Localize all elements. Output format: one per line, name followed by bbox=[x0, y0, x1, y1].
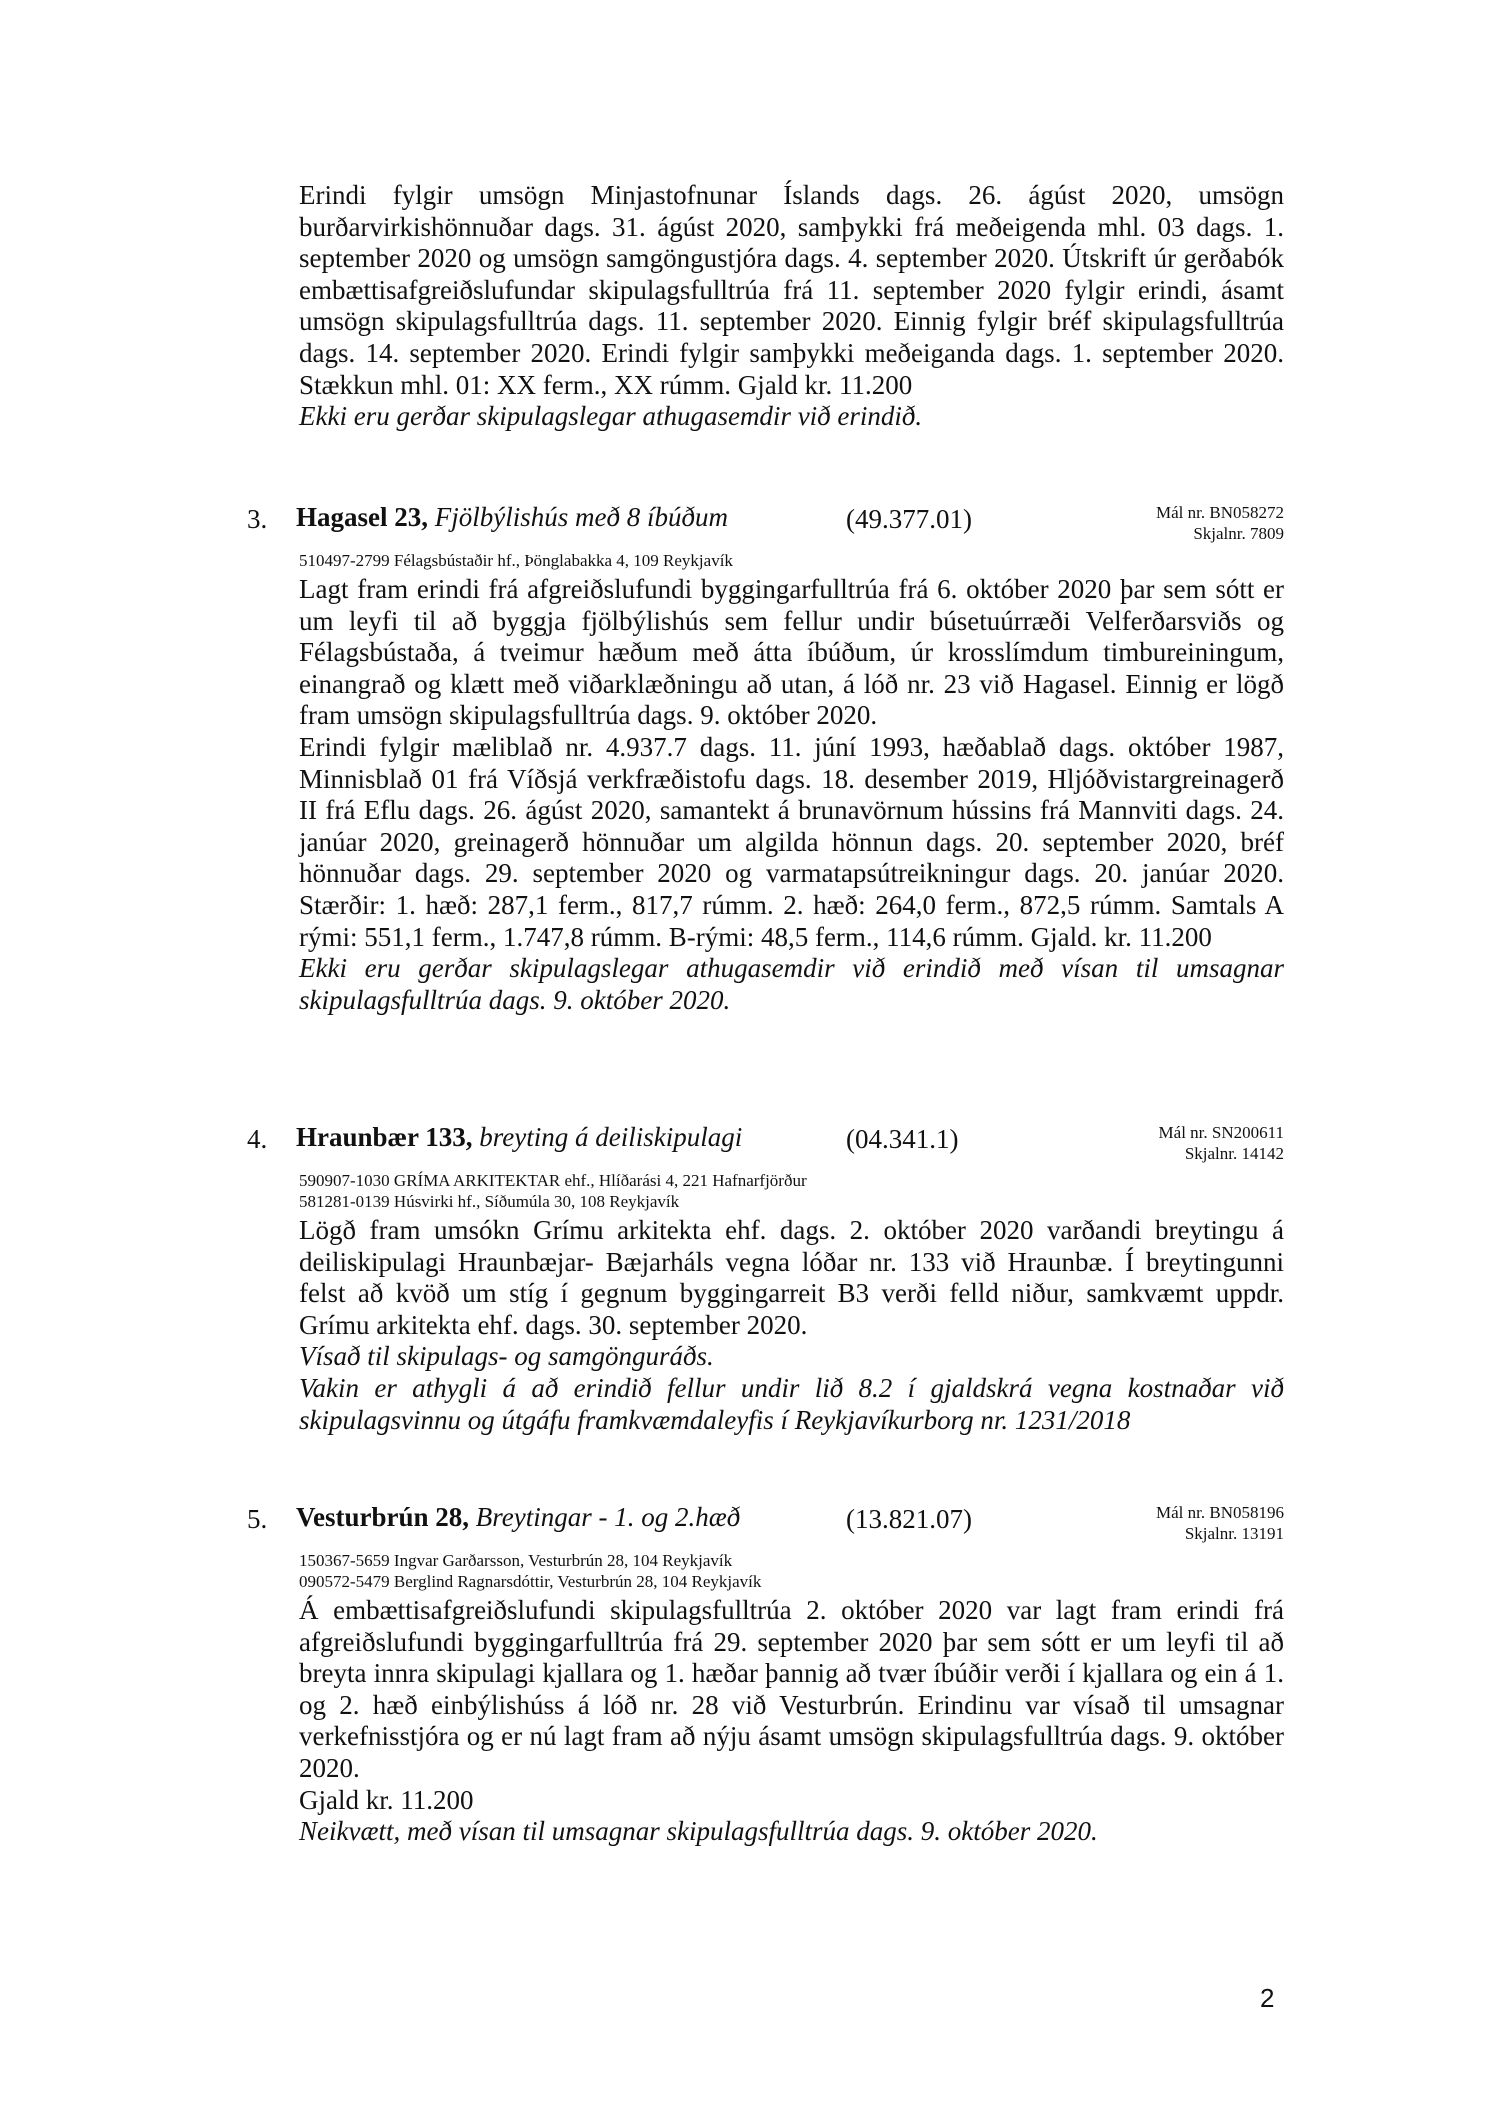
intro-section bbox=[299, 180, 1284, 433]
item-land-number: (49.377.01) bbox=[846, 504, 972, 534]
item-note: Vakin er athygli á að erindið fellur undir lið 8.2 í gjaldskrá vegna kostnaðar við skipulagsvinnu og útgáfu framkvæmdaleyfis í Reykjavíkurborg nr. 1231/2018 bbox=[299, 1372, 1284, 1435]
case-number: Mál nr. BN058272 bbox=[1156, 503, 1284, 522]
document-number: Skjalnr. 13191 bbox=[1184, 1524, 1284, 1543]
item-conclusion: Neikvætt, með vísan til umsagnar skipulagsfulltrúa dags. 9. október 2020. bbox=[299, 1816, 1098, 1847]
party-line: 581281-0139 Húsvirki hf., Síðumúla 30, 108 Reykjavík bbox=[299, 1192, 680, 1211]
item-fee: Gjald kr. 11.200 bbox=[299, 1784, 474, 1815]
item-paragraph: Lagt fram erindi frá afgreiðslufundi byggingarfulltrúa frá 6. október 2020 þar sem sótt er um leyfi til að byggja fjölbýlishús sem fellur undir búsetuúrræði Velferðarsviðs og Félagsbústaða, á tveimur hæðum með átta íbúðum, úr krosslímdum timbureiningum, einangrað og klætt með viðarklæðningu að utan, á lóð nr. 23 við Hagasel. Einnig er lögð fram umsögn skipulagsfulltrúa dags. 9. október 2020. bbox=[299, 574, 1284, 731]
item-number: 4. bbox=[247, 1124, 268, 1154]
item-paragraph: Lögð fram umsókn Grímu arkitekta ehf. dags. 2. október 2020 varðandi breytingu á deiliskipulagi Hraunbæjar- Bæjarháls vegna lóðar nr. 133 við Hraunbæ. Í breytingunni felst að kvöð um stíg í gegnum byggingarreit B3 verði felld niður, samkvæmt uppdr. Grímu arkitekta ehf. dags. 30. september 2020. bbox=[299, 1215, 1284, 1340]
document-number: Skjalnr. 14142 bbox=[1184, 1144, 1284, 1163]
item-conclusion: Vísað til skipulags- og samgönguráðs. bbox=[299, 1341, 714, 1372]
item-paragraph: Erindi fylgir mæliblað nr. 4.937.7 dags. 11. júní 1993, hæðablað dags. október 1987, Minnisblað 01 frá Víðsjá verkfræðistofu dags. 18. desember 2019, Hljóðvistargreinagerð II frá Eflu dags. 26. ágúst 2020, samantekt á brunavörnum hússins frá Mannviti dags. 24. janúar 2020, greinagerð hönnuðar um algilda hönnun dags. 20. september 2020, bréf hönnuðar dags. 29. september 2020 og varmatapsútreikningur dags. 20. janúar 2020. Stærðir: 1. hæð: 287,1 ferm., 817,7 rúmm. 2. hæð: 264,0 ferm., 872,5 rúmm. Samtals A rými: 551,1 ferm., 1.747,8 rúmm. B-rými: 48,5 ferm., 114,6 rúmm. Gjald. kr. 11.200 bbox=[299, 731, 1284, 952]
party-line: 510497-2799 Félagsbústaðir hf., Þönglabakka 4, 109 Reykjavík bbox=[299, 551, 733, 570]
document-number: Skjalnr. 7809 bbox=[1193, 524, 1284, 543]
agenda-item-3 bbox=[247, 502, 1284, 1016]
item-case-references bbox=[1159, 1122, 1284, 1164]
item-header bbox=[247, 1122, 1284, 1162]
party-line: 150367-5659 Ingvar Garðarsson, Vesturbrún 28, 104 Reykjavík bbox=[299, 1551, 733, 1570]
item-title bbox=[296, 502, 728, 533]
item-land-number: (04.341.1) bbox=[846, 1124, 959, 1154]
item-number: 3. bbox=[247, 504, 268, 534]
item-body bbox=[299, 574, 1284, 1016]
item-body bbox=[299, 1595, 1284, 1848]
agenda-item-4 bbox=[247, 1122, 1284, 1436]
intro-paragraph: Erindi fylgir umsögn Minjastofnunar Íslands dags. 26. ágúst 2020, umsögn burðarvirkishönnuðar dags. 31. ágúst 2020, samþykki frá meðeigenda mhl. 03 dags. 1. september 2020 og umsögn samgöngustjóra dags. 4. september 2020. Útskrift úr gerðabók embættisafgreiðslufundar skipulagsfulltrúa frá 11. september 2020 fylgir erindi, ásamt umsögn skipulagsfulltrúa dags. 11. september 2020. Einnig fylgir bréf skipulagsfulltrúa dags. 14. september 2020. Erindi fylgir samþykki meðeiganda dags. 1. september 2020. Stækkun mhl. 01: XX ferm., XX rúmm. Gjald kr. 11.200 bbox=[299, 180, 1284, 400]
item-body bbox=[299, 1215, 1284, 1436]
case-number: Mál nr. BN058196 bbox=[1156, 1503, 1284, 1522]
party-line: 090572-5479 Berglind Ragnarsdóttir, Vesturbrún 28, 104 Reykjavík bbox=[299, 1572, 762, 1591]
item-title bbox=[296, 1122, 742, 1153]
item-header bbox=[247, 1502, 1284, 1542]
item-number: 5. bbox=[247, 1504, 268, 1534]
item-description: Breytingar - 1. og 2.hæð bbox=[475, 1502, 741, 1532]
item-parties bbox=[299, 550, 1284, 571]
item-address: Vesturbrún 28, bbox=[296, 1502, 470, 1532]
item-address: Hraunbær 133, bbox=[296, 1122, 473, 1152]
item-case-references bbox=[1156, 502, 1284, 544]
intro-conclusion: Ekki eru gerðar skipulagslegar athugasemdir við erindið. bbox=[299, 401, 923, 432]
item-parties bbox=[299, 1550, 1284, 1592]
item-description: breyting á deiliskipulagi bbox=[479, 1122, 743, 1152]
item-title bbox=[296, 1502, 740, 1533]
item-paragraph: Á embættisafgreiðslufundi skipulagsfulltrúa 2. október 2020 var lagt fram erindi frá afgreiðslufundi byggingarfulltrúa frá 29. september 2020 þar sem sótt er um leyfi til að breyta innra skipulagi kjallara og 1. hæðar þannig að tvær íbúðir verði í kjallara og ein á 1. og 2. hæð einbýlishúss á lóð nr. 28 við Vesturbrún. Erindinu var vísað til umsagnar verkefnisstjóra og er nú lagt fram að nýju ásamt umsögn skipulagsfulltrúa dags. 9. október 2020. bbox=[299, 1595, 1284, 1783]
item-conclusion: Ekki eru gerðar skipulagslegar athugasemdir við erindið með vísan til umsagnar skipulagsfulltrúa dags. 9. október 2020. bbox=[299, 953, 1284, 1015]
case-number: Mál nr. SN200611 bbox=[1158, 1123, 1284, 1142]
item-address: Hagasel 23, bbox=[296, 502, 428, 532]
item-description: Fjölbýlishús með 8 íbúðum bbox=[434, 502, 728, 532]
item-header bbox=[247, 502, 1284, 542]
page-number: 2 bbox=[1260, 1983, 1275, 2013]
item-case-references bbox=[1156, 1502, 1284, 1544]
agenda-item-5 bbox=[247, 1502, 1284, 1848]
item-parties bbox=[299, 1170, 1284, 1212]
item-land-number: (13.821.07) bbox=[846, 1504, 972, 1534]
party-line: 590907-1030 GRÍMA ARKITEKTAR ehf., Hlíðarási 4, 221 Hafnarfjörður bbox=[299, 1171, 807, 1190]
